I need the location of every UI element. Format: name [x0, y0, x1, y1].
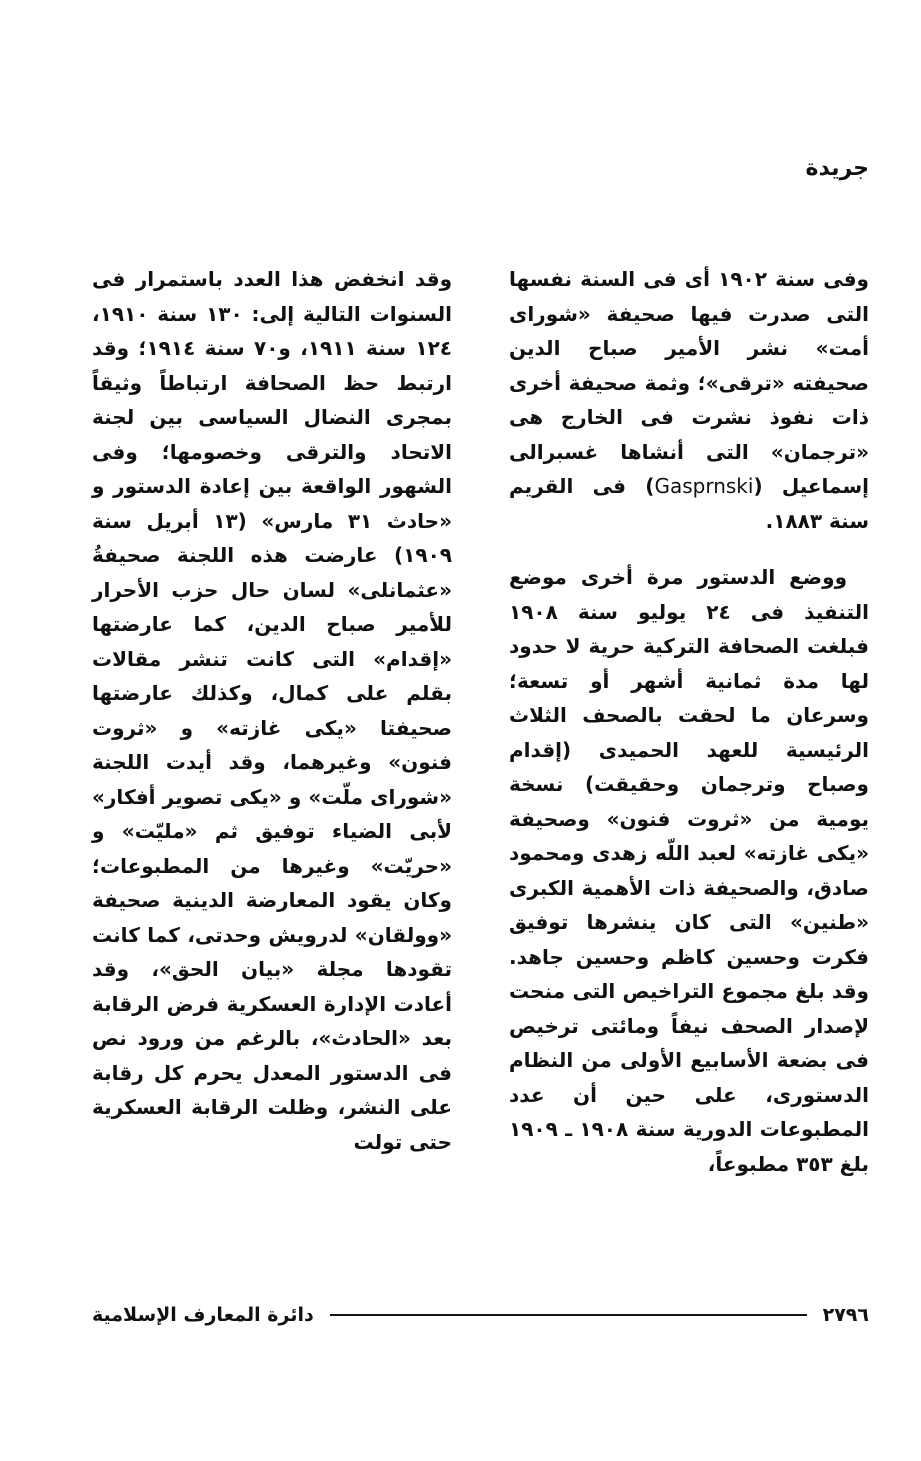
right-paragraph-2: ووضع الدستور مرة أخرى موضع التنفيذ فى ٢٤ يوليو سنة ١٩٠٨ فبلغت الصحافة التركية حرية لا حدود لها مدة ثمانية أشهر أو تسعة؛ وسرعان ما لحقت بالصحف الثلاث الرئيسية للعهد الحميدى (إقدام وصباح وترجمان وحقيقت) نسخة يومية من «ثروت فنون» وصحيفة «يكى غازته» لعبد اللّه زهدى ومحمود صادق، والصحيفة ذات الأهمية الكبرى «طنين» التى كان ينشرها توفيق فكرت وحسين كاظم وحسين جاهد. وقد بلغ مجموع التراخيص التى منحت لإصدار الصحف نيفاً ومائتى ترخيص فى بضعة الأسابيع الأولى من النظام الدستورى، على حين أن عدد المطبوعات الدورية سنة ١٩٠٨ ـ ١٩٠٩ بلغ ٣٥٣ مطبوعاً،	[509, 565, 869, 1176]
left-column	[92, 262, 452, 1159]
right-column	[509, 262, 869, 1181]
running-head: جريدة	[805, 156, 869, 181]
right-paragraph-1-text: وفى سنة ١٩٠٢ أى فى السنة نفسها التى صدرت فيها صحيفة «شوراى أمت» نشر الأمير صباح الدين صحيفته «ترقى»؛ وثمة صحيفة أخرى ذات نفوذ نشرت فى الخارج هى «ترجمان» التى أنشاها غسبرالى إسماعيل (	[509, 267, 869, 498]
right-paragraph-1	[509, 262, 869, 538]
page-number: ٢٧٩٦	[822, 1304, 869, 1326]
right-paragraph-1-end: ) فى القريم سنة ١٨٨٣.	[509, 474, 869, 533]
page-footer	[92, 1300, 869, 1330]
publication-title: دائرة المعارف الإسلامية	[92, 1304, 314, 1326]
left-paragraph-1: وقد انخفض هذا العدد باستمرار فى السنوات التالية إلى: ١٣٠ سنة ١٩١٠، ١٢٤ سنة ١٩١١، و٧٠ سنة ١٩١٤؛ وقد ارتبط حظ الصحافة ارتباطاً وثيقاً بمجرى النضال السياسى بين لجنة الاتحاد والترقى وخصومها؛ وفى الشهور الواقعة بين إعادة الدستور و «حادث ٣١ مارس» (١٣ أبريل سنة ١٩٠٩) عارضت هذه اللجنة صحيفةُ «عثمانلى» لسان حال حزب الأحرار للأمير صباح الدين، كما عارضتها «إقدام» التى كانت تنشر مقالات بقلم على كمال، وكذلك عارضتها صحيفتا «يكى غازته» و «ثروت فنون» وغيرهما، وقد أيدت اللجنة «شوراى ملّت» و «يكى تصوير أفكار» لأبى الضياء توفيق ثم «مليّت» و «حريّت» وغيرها من المطبوعات؛ وكان يقود المعارضة الدينية صحيفة «وولقان» لدرويش وحدتى، كما كانت تقودها مجلة «بيان الحق»، وقد أعادت الإدارة العسكرية فرض الرقابة بعد «الحادث»، بالرغم من ورود نص فى الدستور المعدل يحرم كل رقابة على النشر، وظلت الرقابة العسكرية حتى تولت	[92, 267, 453, 1154]
footer-rule	[330, 1314, 807, 1316]
latin-name: Gasprnski	[654, 474, 754, 498]
